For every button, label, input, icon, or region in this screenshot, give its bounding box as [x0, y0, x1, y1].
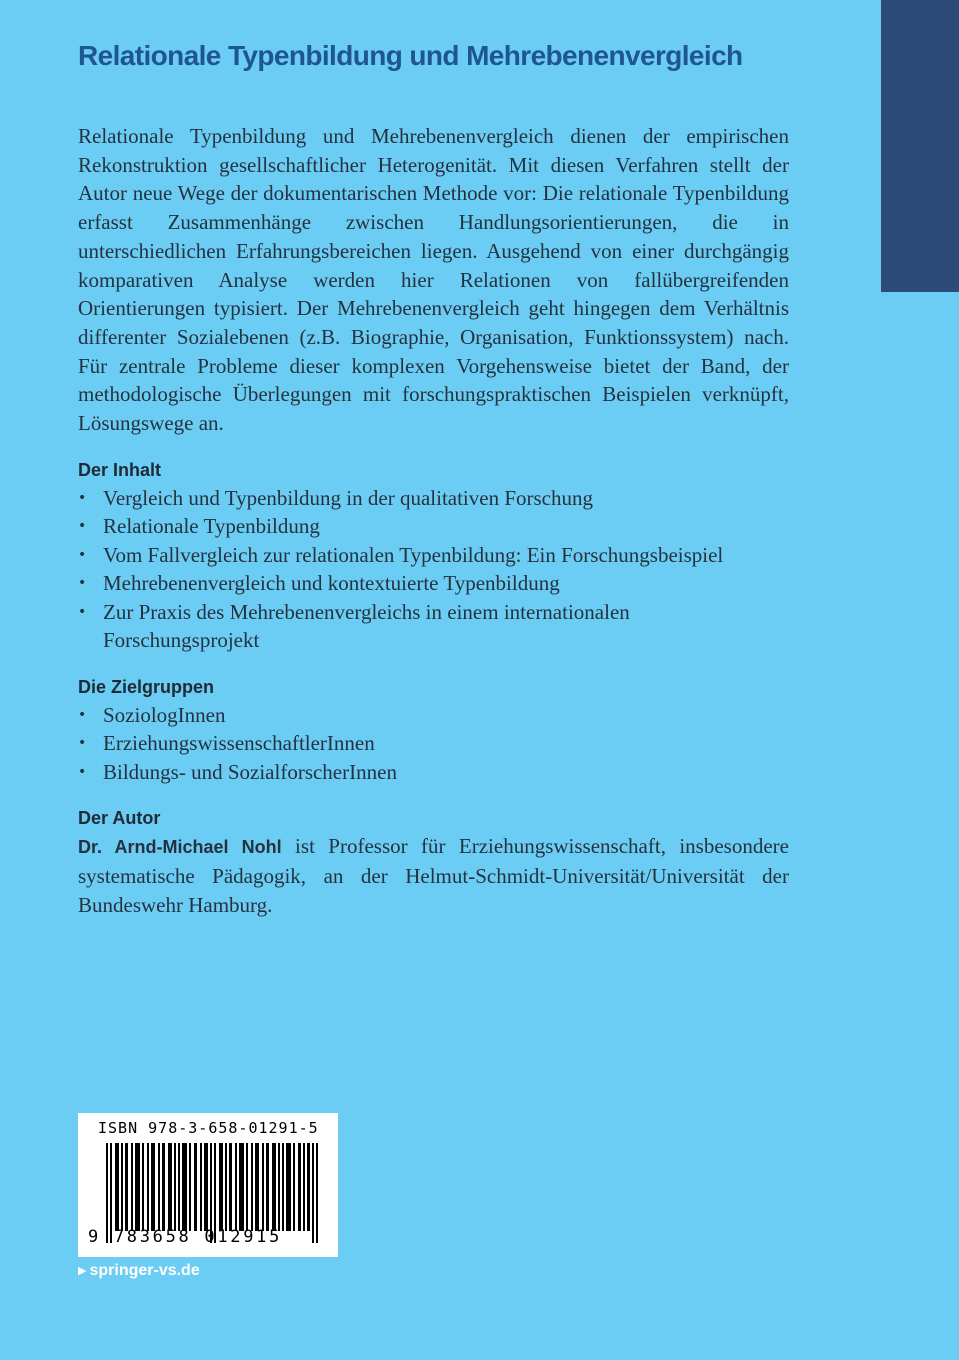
book-title: Relationale Typenbildung und Mehrebenenvergleich [78, 40, 743, 71]
contents-item: • Mehrebenenvergleich und kontextuierte Typenbildung [78, 569, 789, 598]
author-name: Dr. Arnd-Michael Nohl [78, 837, 282, 858]
audience-list [78, 701, 789, 787]
back-cover-content [78, 122, 789, 919]
contents-list [78, 484, 789, 655]
contents-item: • Vom Fallvergleich zur relationalen Typenbildung: Ein Forschungsbeispiel [78, 541, 789, 570]
bullet-icon: • [78, 575, 87, 592]
play-arrow-icon: ▶ [78, 1265, 87, 1277]
contents-heading: Der Inhalt [78, 459, 162, 480]
author-bio-text: ist Professor für Erziehungswissenschaft, insbesondere systematische Pädagogik, an der Helmut-Schmidt-Universität/Universität der Bundeswehr Hamburg. [78, 834, 789, 917]
contents-item: • Zur Praxis des Mehrebenenvergleichs in einem internationalen Forschungsprojekt [78, 599, 630, 653]
author-bio [78, 832, 789, 919]
isbn-barcode [78, 1113, 338, 1257]
bullet-icon: • [78, 603, 87, 620]
website-url: springer-vs.de [89, 1262, 200, 1279]
barcode-digits: 9 783658 012915 [88, 1227, 283, 1247]
spine-color-panel [881, 0, 959, 292]
bullet-icon: • [78, 546, 87, 563]
contents-item: • Vergleich und Typenbildung in der qualitativen Forschung [78, 484, 789, 513]
intro-paragraph: Relationale Typenbildung und Mehrebenenvergleich dienen der empirischen Rekonstruktion gesellschaftlicher Heterogenität. Mit diesen Verfahren stellt der Autor neue Wege der dokumentarischen Methode vor: Die relationale Typenbildung erfasst Zusammenhänge zwischen Handlungsorientierungen, die in unterschiedlichen Erfahrungsbereichen liegen. Ausgehend von einer durchgängig komparativen Analyse werden hier Relationen von fallübergreifenden Orientierungen typisiert. Der Mehrebenenvergleich geht hingegen dem Verhältnis differenter Sozialebenen (z.B. Biographie, Organisation, Funktionssystem) nach. Für zentrale Probleme dieser komplexen Vorgehensweise bietet der Band, der methodologische Überlegungen mit forschungspraktischen Beispielen verknüpft, Lösungswege an. [78, 124, 789, 436]
audience-heading: Die Zielgruppen [78, 676, 215, 697]
bullet-icon: • [78, 706, 87, 723]
publisher-website [78, 1262, 200, 1280]
audience-item: • ErziehungswissenschaftlerInnen [78, 729, 789, 758]
bullet-icon: • [78, 735, 87, 752]
bullet-icon: • [78, 489, 87, 506]
bullet-icon: • [78, 518, 87, 535]
author-heading: Der Autor [78, 808, 161, 829]
audience-item: • SoziologInnen [78, 701, 789, 730]
bullet-icon: • [78, 763, 87, 780]
isbn-number: ISBN 978-3-658-01291-5 [98, 1119, 319, 1137]
contents-item: • Relationale Typenbildung [78, 512, 789, 541]
audience-item: • Bildungs- und SozialforscherInnen [78, 758, 789, 787]
